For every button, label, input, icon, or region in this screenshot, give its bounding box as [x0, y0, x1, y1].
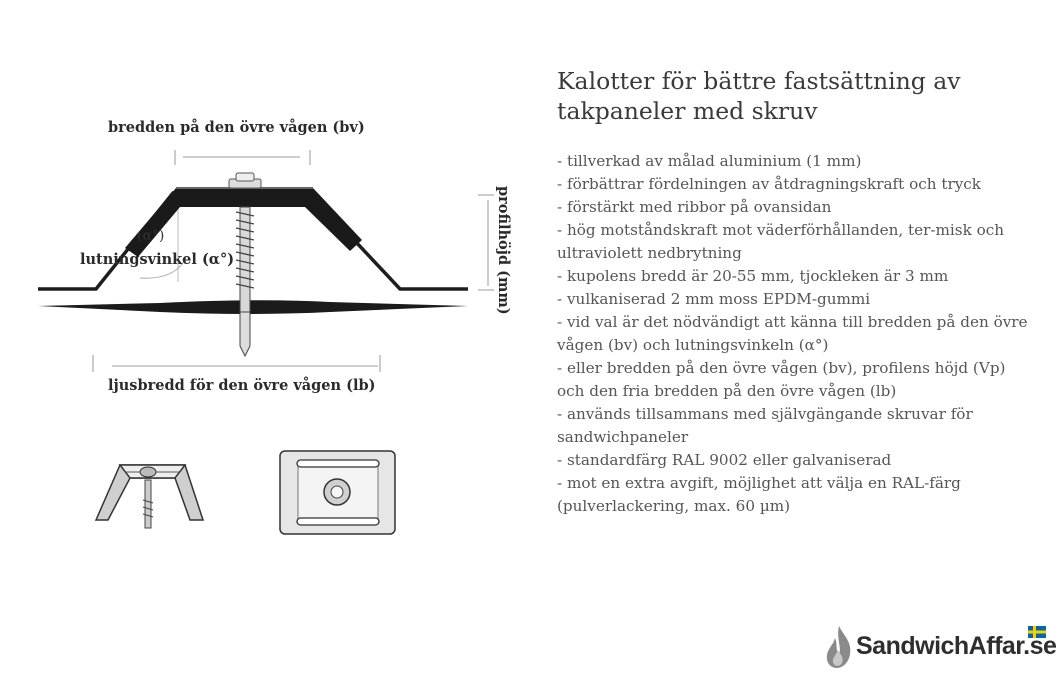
cap-diagram — [0, 0, 540, 560]
feature-item: - kupolens bredd är 20-55 mm, tjockleken är 3 mm — [557, 267, 949, 285]
cap-top-view — [280, 451, 395, 534]
label-upper-wave-width: bredden på den övre vågen (bv) — [108, 119, 365, 136]
feature-item: - vid val är det nödvändigt att känna till bredden på den övre vågen (bv) och lutningsvinkeln (α°) — [557, 313, 1028, 354]
label-angle-symbol: (α°) — [137, 228, 165, 244]
feature-item: - förbättrar fördelningen av åtdragningskraft och tryck — [557, 175, 981, 193]
label-slope-angle: lutningsvinkel (α°) — [80, 251, 235, 268]
feature-item: - tillverkad av målad aluminium (1 mm) — [557, 152, 862, 170]
cap-3d-view — [96, 465, 203, 528]
feature-item: - eller bredden på den övre vågen (bv), profilens höjd (Vp) och den fria bredden på den övre vågen (lb) — [557, 359, 1006, 400]
brand-name: SandwichAffar.se — [856, 632, 1057, 660]
feature-list — [557, 150, 1035, 518]
feature-item: - standardfärg RAL 9002 eller galvaniserad — [557, 451, 892, 469]
label-profile-height: profilhöjd (mm) — [495, 186, 512, 315]
feature-item: - hög motståndskraft mot väderförhållanden, ter-misk och ultraviolett nedbrytning — [557, 221, 1005, 262]
feature-item: - används tillsammans med självgängande skruvar för sandwichpaneler — [557, 405, 973, 446]
brand-logo[interactable] — [822, 622, 1057, 672]
flame-icon — [822, 622, 856, 672]
panel-base — [38, 300, 468, 314]
page-title: Kalotter för bättre fastsättning av takpaneler med skruv — [557, 67, 961, 125]
feature-item: - mot en extra avgift, möjlighet att välja en RAL-färg (pulverlackering, max. 60 µm) — [557, 474, 961, 515]
panel-profile — [38, 193, 468, 289]
feature-item: - förstärkt med ribbor på ovansidan — [557, 198, 832, 216]
feature-item: - vulkaniserad 2 mm moss EPDM-gummi — [557, 290, 871, 308]
label-clear-width: ljusbredd för den övre vågen (lb) — [108, 377, 376, 394]
cap-cross-section — [0, 0, 540, 560]
